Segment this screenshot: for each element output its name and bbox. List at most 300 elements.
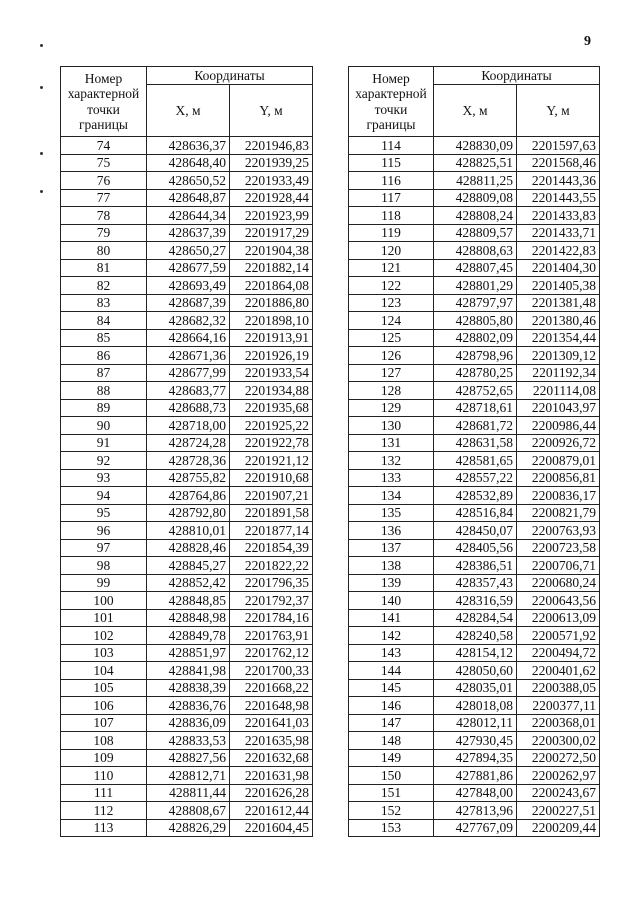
point-number-cell: 98	[61, 557, 147, 575]
header-coordinates: Координаты	[434, 67, 600, 85]
x-coordinate-cell: 428755,82	[147, 469, 230, 487]
table-row	[349, 242, 600, 260]
table-row	[61, 434, 313, 452]
y-coordinate-cell: 2201796,35	[230, 574, 313, 592]
x-coordinate-cell: 427813,96	[434, 802, 517, 820]
y-coordinate-cell: 2200821,79	[517, 504, 600, 522]
point-number-cell: 108	[61, 732, 147, 750]
x-coordinate-cell: 428801,29	[434, 277, 517, 295]
table-row	[349, 312, 600, 330]
table-row	[61, 277, 313, 295]
x-coordinate-cell: 428849,78	[147, 627, 230, 645]
y-coordinate-cell: 2201612,44	[230, 802, 313, 820]
point-number-cell: 138	[349, 557, 434, 575]
point-number-cell: 87	[61, 364, 147, 382]
header-number-line: точки	[374, 101, 408, 117]
point-number-cell: 152	[349, 802, 434, 820]
x-coordinate-cell: 428687,39	[147, 294, 230, 312]
table-row	[61, 732, 313, 750]
x-coordinate-cell: 428682,32	[147, 312, 230, 330]
margin-mark	[40, 152, 43, 155]
point-number-cell: 123	[349, 294, 434, 312]
margin-mark	[40, 44, 43, 47]
y-coordinate-cell: 2201192,34	[517, 364, 600, 382]
x-coordinate-cell: 428240,58	[434, 627, 517, 645]
y-coordinate-cell: 2200401,62	[517, 662, 600, 680]
x-coordinate-cell: 428811,25	[434, 172, 517, 190]
table-row	[61, 504, 313, 522]
x-coordinate-cell: 428848,98	[147, 609, 230, 627]
x-coordinate-cell: 428792,80	[147, 504, 230, 522]
point-number-cell: 95	[61, 504, 147, 522]
x-coordinate-cell: 427848,00	[434, 784, 517, 802]
y-coordinate-cell: 2201922,78	[230, 434, 313, 452]
y-coordinate-cell: 2200272,50	[517, 749, 600, 767]
point-number-cell: 130	[349, 417, 434, 435]
y-coordinate-cell: 2201923,99	[230, 207, 313, 225]
y-coordinate-cell: 2201822,22	[230, 557, 313, 575]
point-number-cell: 147	[349, 714, 434, 732]
table-row	[349, 382, 600, 400]
y-coordinate-cell: 2201921,12	[230, 452, 313, 470]
point-number-cell: 78	[61, 207, 147, 225]
table-row	[61, 364, 313, 382]
x-coordinate-cell: 428851,97	[147, 644, 230, 662]
table-row	[61, 609, 313, 627]
table-row	[61, 137, 313, 155]
header-y: Y, м	[517, 85, 600, 137]
y-coordinate-cell: 2201917,29	[230, 224, 313, 242]
x-coordinate-cell: 428450,07	[434, 522, 517, 540]
table-row	[61, 819, 313, 837]
y-coordinate-cell: 2201933,49	[230, 172, 313, 190]
x-coordinate-cell: 428018,08	[434, 697, 517, 715]
header-x: X, м	[147, 85, 230, 137]
point-number-cell: 79	[61, 224, 147, 242]
table-row	[349, 277, 600, 295]
x-coordinate-cell: 428825,51	[434, 154, 517, 172]
y-coordinate-cell: 2200377,11	[517, 697, 600, 715]
table-row	[349, 347, 600, 365]
table-row	[61, 329, 313, 347]
x-coordinate-cell: 428752,65	[434, 382, 517, 400]
y-coordinate-cell: 2200706,71	[517, 557, 600, 575]
point-number-cell: 116	[349, 172, 434, 190]
x-coordinate-cell: 428826,29	[147, 819, 230, 837]
table-row	[349, 487, 600, 505]
y-coordinate-cell: 2201792,37	[230, 592, 313, 610]
point-number-cell: 153	[349, 819, 434, 837]
point-number-cell: 128	[349, 382, 434, 400]
y-coordinate-cell: 2201604,45	[230, 819, 313, 837]
header-point-number	[349, 67, 434, 137]
y-coordinate-cell: 2200571,92	[517, 627, 600, 645]
table-row	[61, 644, 313, 662]
y-coordinate-cell: 2200209,44	[517, 819, 600, 837]
x-coordinate-cell: 428848,85	[147, 592, 230, 610]
point-number-cell: 133	[349, 469, 434, 487]
header-x: X, м	[434, 85, 517, 137]
x-coordinate-cell: 428764,86	[147, 487, 230, 505]
table-row	[61, 154, 313, 172]
y-coordinate-cell: 2201568,46	[517, 154, 600, 172]
point-number-cell: 115	[349, 154, 434, 172]
y-coordinate-cell: 2200262,97	[517, 767, 600, 785]
y-coordinate-cell: 2201635,98	[230, 732, 313, 750]
y-coordinate-cell: 2200680,24	[517, 574, 600, 592]
y-coordinate-cell: 2200763,93	[517, 522, 600, 540]
x-coordinate-cell: 428664,16	[147, 329, 230, 347]
point-number-cell: 90	[61, 417, 147, 435]
header-number-line: границы	[78, 116, 129, 132]
point-number-cell: 134	[349, 487, 434, 505]
table-row	[349, 697, 600, 715]
table-row	[349, 259, 600, 277]
point-number-cell: 111	[61, 784, 147, 802]
y-coordinate-cell: 2201404,30	[517, 259, 600, 277]
point-number-cell: 126	[349, 347, 434, 365]
header-y: Y, м	[230, 85, 313, 137]
table-row	[349, 574, 600, 592]
header-number-line: характерной	[355, 86, 427, 102]
table-row	[349, 434, 600, 452]
table-row	[61, 189, 313, 207]
table-row	[61, 207, 313, 225]
x-coordinate-cell: 428808,67	[147, 802, 230, 820]
point-number-cell: 110	[61, 767, 147, 785]
point-number-cell: 135	[349, 504, 434, 522]
x-coordinate-cell: 428811,44	[147, 784, 230, 802]
point-number-cell: 124	[349, 312, 434, 330]
table-row	[349, 189, 600, 207]
table-row	[349, 417, 600, 435]
y-coordinate-cell: 2201935,68	[230, 399, 313, 417]
x-coordinate-cell: 428830,09	[434, 137, 517, 155]
coordinates-table-right	[348, 66, 600, 837]
y-coordinate-cell: 2201354,44	[517, 329, 600, 347]
x-coordinate-cell: 428650,27	[147, 242, 230, 260]
y-coordinate-cell: 2201433,71	[517, 224, 600, 242]
x-coordinate-cell: 428838,39	[147, 679, 230, 697]
x-coordinate-cell: 428836,76	[147, 697, 230, 715]
y-coordinate-cell: 2201700,33	[230, 662, 313, 680]
table-row	[61, 382, 313, 400]
x-coordinate-cell: 428718,61	[434, 399, 517, 417]
table-row	[61, 399, 313, 417]
header-coordinates: Координаты	[147, 67, 313, 85]
x-coordinate-cell: 428841,98	[147, 662, 230, 680]
y-coordinate-cell: 2201784,16	[230, 609, 313, 627]
point-number-cell: 104	[61, 662, 147, 680]
table-row	[349, 329, 600, 347]
table-row	[61, 627, 313, 645]
y-coordinate-cell: 2201309,12	[517, 347, 600, 365]
x-coordinate-cell: 428812,71	[147, 767, 230, 785]
table-row	[61, 697, 313, 715]
x-coordinate-cell: 428636,37	[147, 137, 230, 155]
table-row	[61, 802, 313, 820]
y-coordinate-cell: 2201886,80	[230, 294, 313, 312]
point-number-cell: 142	[349, 627, 434, 645]
x-coordinate-cell: 428012,11	[434, 714, 517, 732]
table-row	[349, 294, 600, 312]
y-coordinate-cell: 2201632,68	[230, 749, 313, 767]
point-number-cell: 144	[349, 662, 434, 680]
y-coordinate-cell: 2201910,68	[230, 469, 313, 487]
y-coordinate-cell: 2201925,22	[230, 417, 313, 435]
point-number-cell: 82	[61, 277, 147, 295]
x-coordinate-cell: 428648,40	[147, 154, 230, 172]
table-row	[61, 224, 313, 242]
point-number-cell: 81	[61, 259, 147, 277]
point-number-cell: 103	[61, 644, 147, 662]
x-coordinate-cell: 428316,59	[434, 592, 517, 610]
table-row	[349, 627, 600, 645]
y-coordinate-cell: 2201882,14	[230, 259, 313, 277]
x-coordinate-cell: 428798,96	[434, 347, 517, 365]
point-number-cell: 109	[61, 749, 147, 767]
y-coordinate-cell: 2201597,63	[517, 137, 600, 155]
point-number-cell: 150	[349, 767, 434, 785]
y-coordinate-cell: 2201864,08	[230, 277, 313, 295]
table-row	[349, 399, 600, 417]
table-row	[349, 662, 600, 680]
header-number-line: Номер	[372, 71, 410, 87]
x-coordinate-cell: 428808,24	[434, 207, 517, 225]
point-number-cell: 88	[61, 382, 147, 400]
y-coordinate-cell: 2200613,09	[517, 609, 600, 627]
table-row	[349, 557, 600, 575]
y-coordinate-cell: 2200243,67	[517, 784, 600, 802]
x-coordinate-cell: 428683,77	[147, 382, 230, 400]
header-number-line: Номер	[84, 71, 123, 87]
x-coordinate-cell: 428807,45	[434, 259, 517, 277]
x-coordinate-cell: 428724,28	[147, 434, 230, 452]
table-row	[349, 154, 600, 172]
point-number-cell: 145	[349, 679, 434, 697]
point-number-cell: 89	[61, 399, 147, 417]
table-row	[349, 609, 600, 627]
table-row	[349, 592, 600, 610]
point-number-cell: 102	[61, 627, 147, 645]
point-number-cell: 93	[61, 469, 147, 487]
point-number-cell: 105	[61, 679, 147, 697]
x-coordinate-cell: 428284,54	[434, 609, 517, 627]
table-row	[349, 224, 600, 242]
header-number-line: границы	[366, 116, 416, 132]
table-row	[349, 172, 600, 190]
x-coordinate-cell: 428357,43	[434, 574, 517, 592]
table-row	[61, 417, 313, 435]
point-number-cell: 112	[61, 802, 147, 820]
y-coordinate-cell: 2201907,21	[230, 487, 313, 505]
table-row	[61, 784, 313, 802]
table-row	[61, 767, 313, 785]
y-coordinate-cell: 2200494,72	[517, 644, 600, 662]
x-coordinate-cell: 428827,56	[147, 749, 230, 767]
table-row	[61, 312, 313, 330]
x-coordinate-cell: 428802,09	[434, 329, 517, 347]
point-number-cell: 119	[349, 224, 434, 242]
table-row	[349, 207, 600, 225]
y-coordinate-cell: 2201898,10	[230, 312, 313, 330]
point-number-cell: 136	[349, 522, 434, 540]
y-coordinate-cell: 2201648,98	[230, 697, 313, 715]
point-number-cell: 140	[349, 592, 434, 610]
table-row	[61, 347, 313, 365]
y-coordinate-cell: 2201405,38	[517, 277, 600, 295]
table-row	[349, 364, 600, 382]
table-row	[349, 137, 600, 155]
y-coordinate-cell: 2200856,81	[517, 469, 600, 487]
x-coordinate-cell: 428805,80	[434, 312, 517, 330]
y-coordinate-cell: 2200227,51	[517, 802, 600, 820]
x-coordinate-cell: 427930,45	[434, 732, 517, 750]
point-number-cell: 132	[349, 452, 434, 470]
point-number-cell: 122	[349, 277, 434, 295]
table-row	[61, 749, 313, 767]
x-coordinate-cell: 428677,59	[147, 259, 230, 277]
point-number-cell: 75	[61, 154, 147, 172]
y-coordinate-cell: 2201933,54	[230, 364, 313, 382]
y-coordinate-cell: 2201939,25	[230, 154, 313, 172]
y-coordinate-cell: 2201946,83	[230, 137, 313, 155]
table-row	[349, 522, 600, 540]
point-number-cell: 114	[349, 137, 434, 155]
table-row	[349, 504, 600, 522]
point-number-cell: 86	[61, 347, 147, 365]
x-coordinate-cell: 428532,89	[434, 487, 517, 505]
table-row	[61, 469, 313, 487]
point-number-cell: 121	[349, 259, 434, 277]
x-coordinate-cell: 428808,63	[434, 242, 517, 260]
x-coordinate-cell: 428644,34	[147, 207, 230, 225]
y-coordinate-cell: 2200986,44	[517, 417, 600, 435]
point-number-cell: 84	[61, 312, 147, 330]
y-coordinate-cell: 2201381,48	[517, 294, 600, 312]
x-coordinate-cell: 428386,51	[434, 557, 517, 575]
x-coordinate-cell: 428650,52	[147, 172, 230, 190]
point-number-cell: 113	[61, 819, 147, 837]
point-number-cell: 129	[349, 399, 434, 417]
x-coordinate-cell: 428836,09	[147, 714, 230, 732]
point-number-cell: 96	[61, 522, 147, 540]
table-row	[349, 819, 600, 837]
point-number-cell: 85	[61, 329, 147, 347]
point-number-cell: 97	[61, 539, 147, 557]
point-number-cell: 143	[349, 644, 434, 662]
point-number-cell: 141	[349, 609, 434, 627]
point-number-cell: 100	[61, 592, 147, 610]
point-number-cell: 137	[349, 539, 434, 557]
table-row	[61, 662, 313, 680]
x-coordinate-cell: 428780,25	[434, 364, 517, 382]
margin-mark	[40, 86, 43, 89]
y-coordinate-cell: 2201913,91	[230, 329, 313, 347]
y-coordinate-cell: 2201904,38	[230, 242, 313, 260]
x-coordinate-cell: 427881,86	[434, 767, 517, 785]
point-number-cell: 149	[349, 749, 434, 767]
y-coordinate-cell: 2201114,08	[517, 382, 600, 400]
table-row	[349, 714, 600, 732]
point-number-cell: 127	[349, 364, 434, 382]
table-row	[61, 487, 313, 505]
x-coordinate-cell: 428516,84	[434, 504, 517, 522]
x-coordinate-cell: 428688,73	[147, 399, 230, 417]
table-row	[61, 557, 313, 575]
x-coordinate-cell: 427894,35	[434, 749, 517, 767]
x-coordinate-cell: 428828,46	[147, 539, 230, 557]
table-row	[61, 172, 313, 190]
y-coordinate-cell: 2200879,01	[517, 452, 600, 470]
table-row	[61, 242, 313, 260]
y-coordinate-cell: 2201641,03	[230, 714, 313, 732]
y-coordinate-cell: 2201626,28	[230, 784, 313, 802]
point-number-cell: 77	[61, 189, 147, 207]
table-row	[61, 679, 313, 697]
table-row	[61, 452, 313, 470]
x-coordinate-cell: 428681,72	[434, 417, 517, 435]
x-coordinate-cell: 428677,99	[147, 364, 230, 382]
point-number-cell: 107	[61, 714, 147, 732]
y-coordinate-cell: 2201763,91	[230, 627, 313, 645]
point-number-cell: 74	[61, 137, 147, 155]
y-coordinate-cell: 2200723,58	[517, 539, 600, 557]
point-number-cell: 92	[61, 452, 147, 470]
y-coordinate-cell: 2201443,36	[517, 172, 600, 190]
y-coordinate-cell: 2200388,05	[517, 679, 600, 697]
y-coordinate-cell: 2201443,55	[517, 189, 600, 207]
table-row	[61, 522, 313, 540]
y-coordinate-cell: 2201877,14	[230, 522, 313, 540]
table-row	[349, 469, 600, 487]
point-number-cell: 118	[349, 207, 434, 225]
y-coordinate-cell: 2201926,19	[230, 347, 313, 365]
x-coordinate-cell: 428671,36	[147, 347, 230, 365]
table-row	[349, 749, 600, 767]
x-coordinate-cell: 428637,39	[147, 224, 230, 242]
table-row	[349, 539, 600, 557]
table-row	[349, 452, 600, 470]
point-number-cell: 120	[349, 242, 434, 260]
point-number-cell: 106	[61, 697, 147, 715]
x-coordinate-cell: 428648,87	[147, 189, 230, 207]
x-coordinate-cell: 427767,09	[434, 819, 517, 837]
x-coordinate-cell: 428728,36	[147, 452, 230, 470]
table-row	[349, 732, 600, 750]
x-coordinate-cell: 428845,27	[147, 557, 230, 575]
coordinates-table-left	[60, 66, 313, 837]
point-number-cell: 76	[61, 172, 147, 190]
point-number-cell: 131	[349, 434, 434, 452]
y-coordinate-cell: 2200836,17	[517, 487, 600, 505]
y-coordinate-cell: 2201854,39	[230, 539, 313, 557]
y-coordinate-cell: 2200300,02	[517, 732, 600, 750]
point-number-cell: 94	[61, 487, 147, 505]
table-row	[349, 802, 600, 820]
table-row	[349, 679, 600, 697]
x-coordinate-cell: 428557,22	[434, 469, 517, 487]
x-coordinate-cell: 428581,65	[434, 452, 517, 470]
y-coordinate-cell: 2201043,97	[517, 399, 600, 417]
y-coordinate-cell: 2201433,83	[517, 207, 600, 225]
y-coordinate-cell: 2201928,44	[230, 189, 313, 207]
x-coordinate-cell: 428810,01	[147, 522, 230, 540]
x-coordinate-cell: 428718,00	[147, 417, 230, 435]
x-coordinate-cell: 428797,97	[434, 294, 517, 312]
table-row	[349, 644, 600, 662]
margin-mark	[40, 190, 43, 193]
